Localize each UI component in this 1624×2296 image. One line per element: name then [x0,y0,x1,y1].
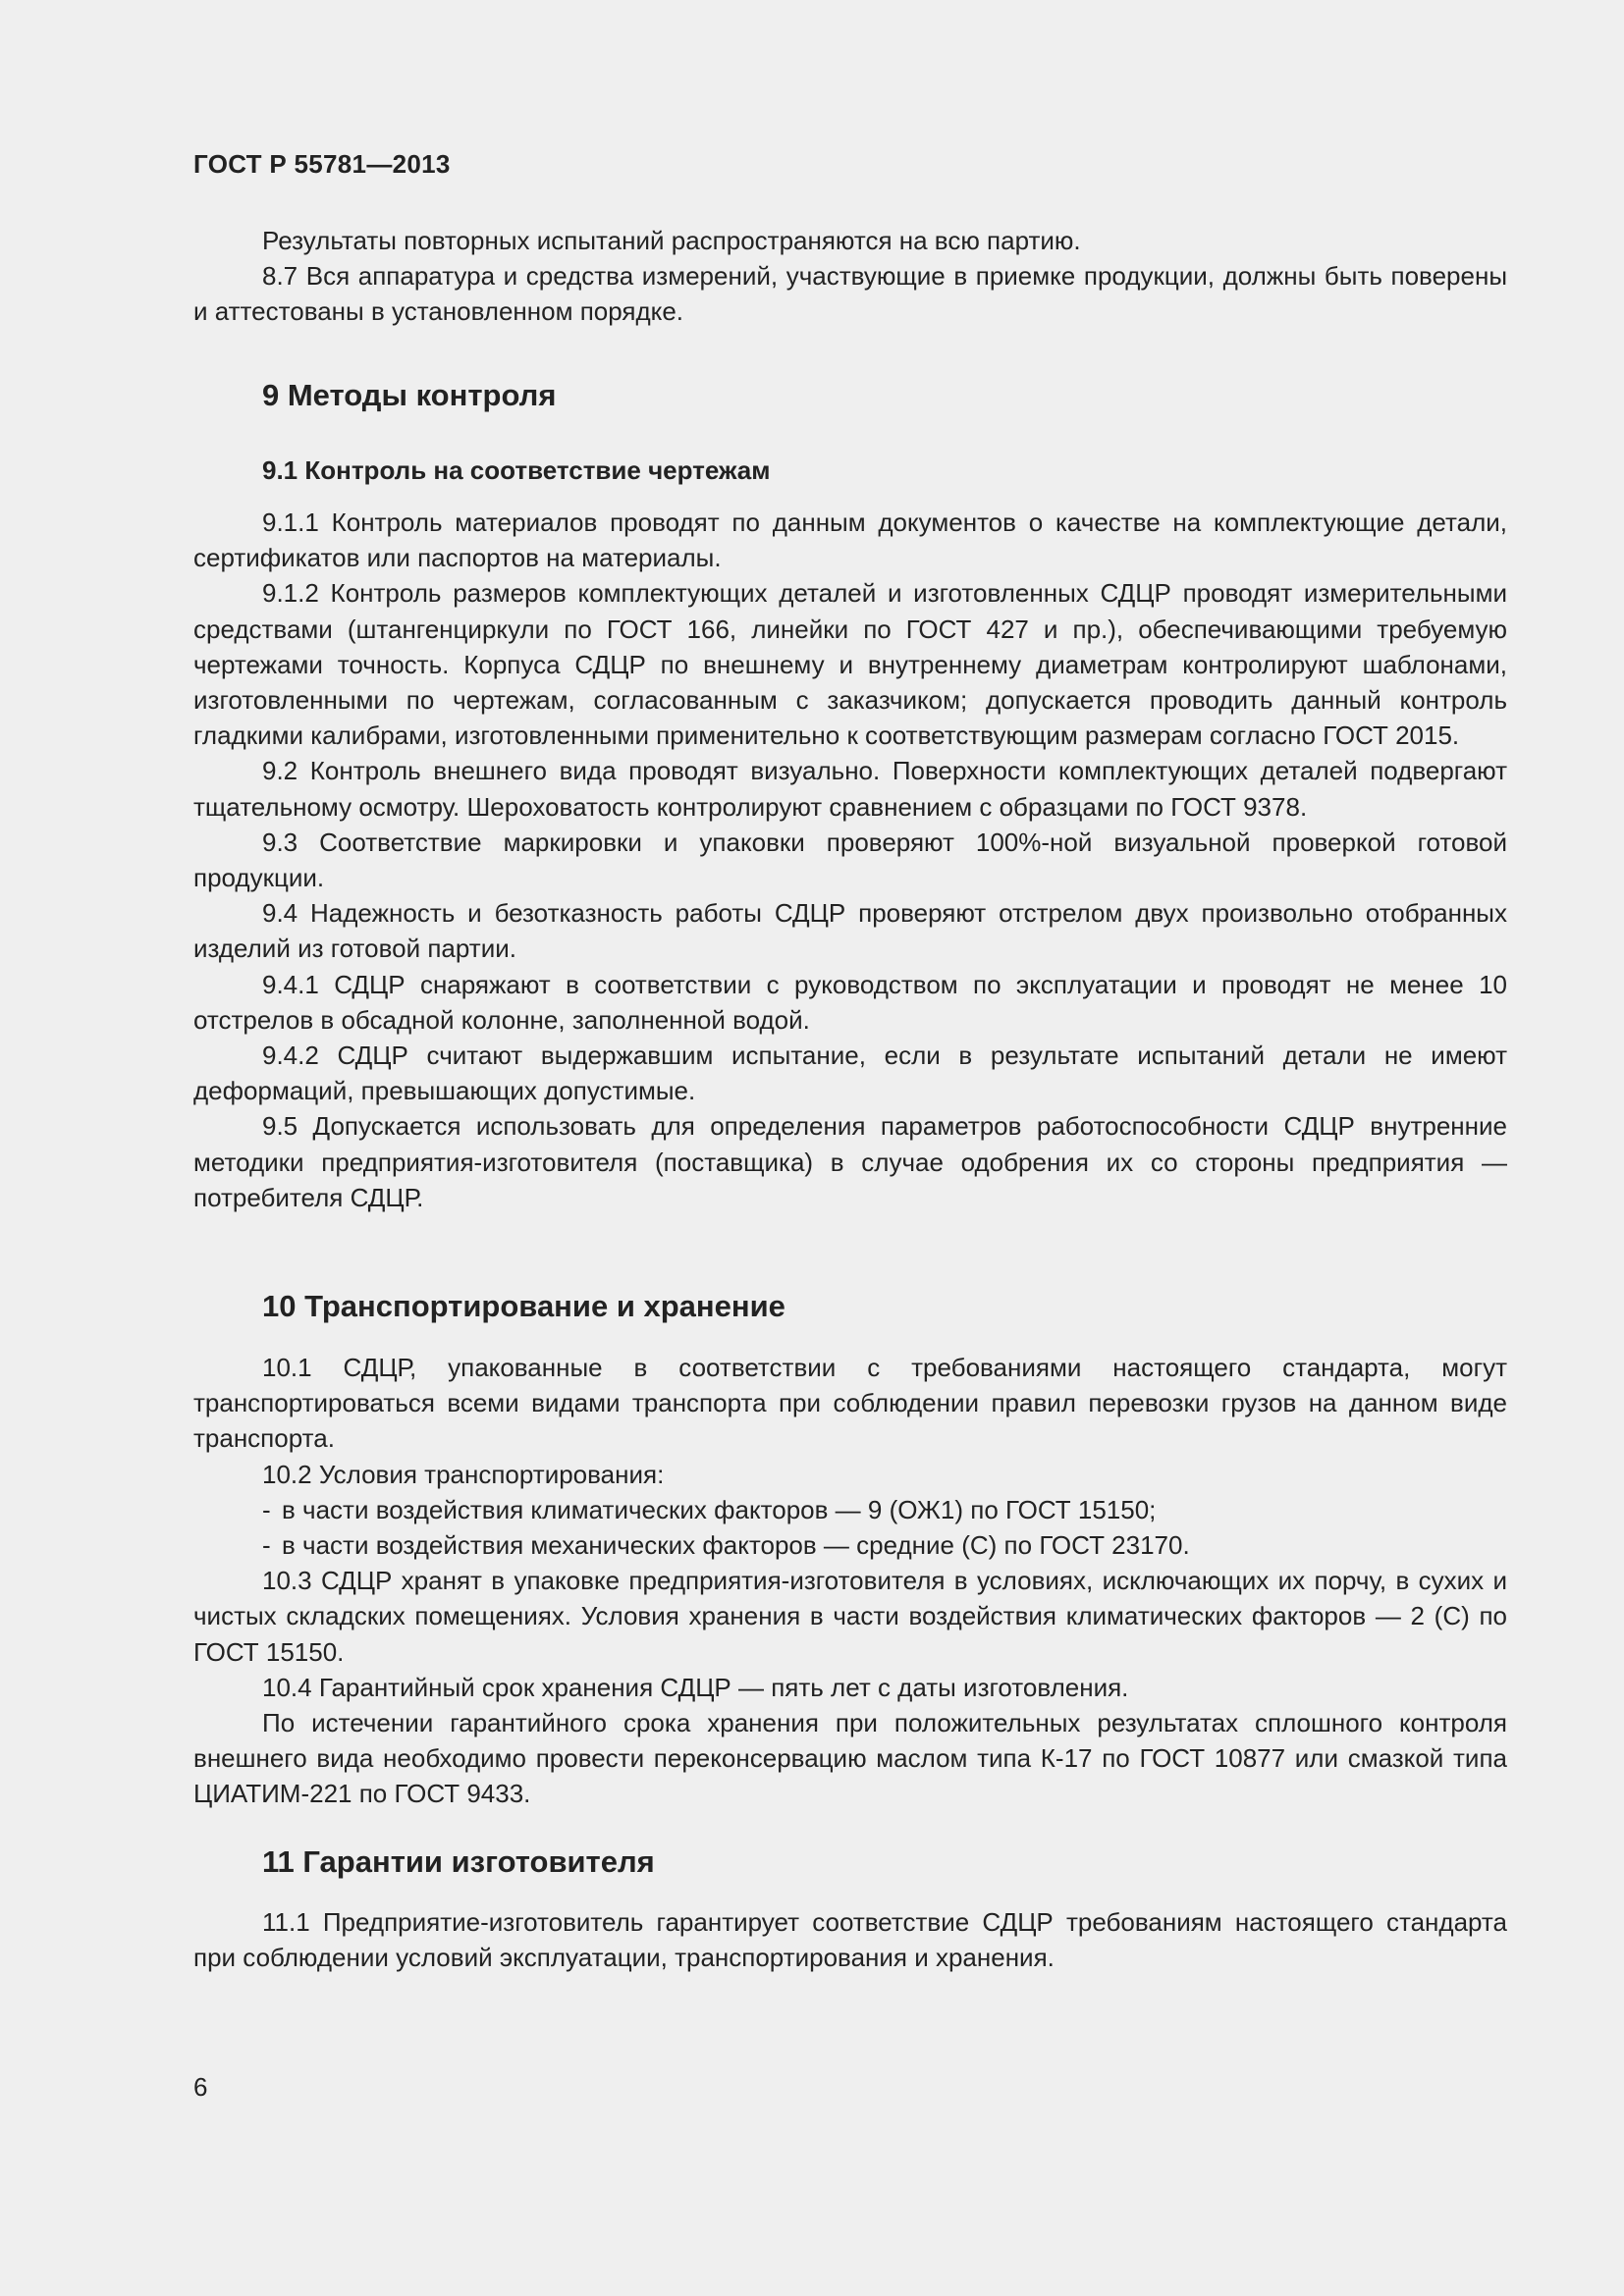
section-11-heading-block [193,1842,1507,1882]
section-10-heading-block [193,1287,1507,1326]
subsection-heading-9-1: 9.1 Контроль на соответствие чертежам [262,455,771,485]
paragraph-10-2: 10.2 Условия транспортирования: [262,1459,665,1489]
paragraph-repeat-tests: Результаты повторных испытаний распространяются на всю партию. [262,226,1081,255]
list-item-text: в части воздействия климатических факторов — 9 (ОЖ1) по ГОСТ 15150; [282,1494,1157,1524]
paragraph-9-1-1: 9.1.1 Контроль материалов проводят по данным документов о качестве на комплектующие детали, сертификатов или паспортов на материалы. [193,507,1507,573]
list-item [193,1527,1507,1563]
paragraph-11-1: 11.1 Предприятие-изготовитель гарантирует соответствие СДЦР требованиям настоящего стандарта при соблюдении условий эксплуатации, транспортирования и хранения. [193,1907,1507,1973]
paragraph-9-4-1: 9.4.1 СДЦР снаряжают в соответствии с руководством по эксплуатации и проводят не менее 10 отстрелов в обсадной колонне, заполненной водой. [193,969,1507,1035]
section-10-body [193,1350,1507,1812]
paragraph-9-4: 9.4 Надежность и безотказность работы СДЦР проверяют отстрелом двух произвольно отобранных изделий из готовой партии. [193,898,1507,964]
paragraph-10-4: 10.4 Гарантийный срок хранения СДЦР — пять лет с даты изготовления. [262,1672,1129,1702]
list-dash: - [262,1530,271,1561]
paragraph-10-4-continuation: По истечении гарантийного срока хранения при положительных результатах сплошного контроля внешнего вида необходимо провести переконсервацию маслом типа К-17 по ГОСТ 10877 или смазкой типа ЦИАТИМ-221 по ГОСТ 9433. [193,1708,1507,1809]
list-item [193,1492,1507,1527]
section-9-body [193,505,1507,1215]
paragraph-10-3: 10.3 СДЦР хранят в упаковке предприятия-изготовителя в условиях, исключающих их порчу, в сухих и чистых складских помещениях. Условия хранения в части воздействия климатических факторов — 2 (С) по ГОСТ 15150. [193,1566,1507,1667]
page-number: 6 [193,2072,208,2102]
section-8-continuation [193,223,1507,330]
subsection-9-1-heading-block [193,453,1507,488]
paragraph-9-2: 9.2 Контроль внешнего вида проводят визуально. Поверхности комплектующих деталей подвергают тщательному осмотру. Шероховатость контролируют сравнением с образцами по ГОСТ 9378. [193,756,1507,822]
list-item-text: в части воздействия механических факторов — средние (С) по ГОСТ 23170. [282,1530,1190,1561]
section-heading-9: 9 Методы контроля [262,378,557,412]
section-11-body [193,1904,1507,1975]
paragraph-9-5: 9.5 Допускается использовать для определения параметров работоспособности СДЦР внутренние методики предприятия-изготовителя (поставщика) в случае одобрения их со стороны предприятия — потребителя СДЦР. [193,1111,1507,1212]
document-code-header: ГОСТ Р 55781—2013 [193,149,451,179]
section-9-heading-block [193,376,1507,415]
paragraph-10-1: 10.1 СДЦР, упакованные в соответствии с требованиями настоящего стандарта, могут транспортироваться всеми видами транспорта при соблюдении правил перевозки грузов на данном виде транспорта. [193,1353,1507,1454]
list-dash: - [262,1494,271,1524]
paragraph-9-3: 9.3 Соответствие маркировки и упаковки проверяют 100%-ной визуальной проверкой готовой продукции. [193,827,1507,893]
section-heading-11: 11 Гарантии изготовителя [262,1844,655,1879]
paragraph-9-4-2: 9.4.2 СДЦР считают выдержавшим испытание, если в результате испытаний детали не имеют деформаций, превышающих допустимые. [193,1041,1507,1106]
section-heading-10: 10 Транспортирование и хранение [262,1289,785,1323]
paragraph-8-7: 8.7 Вся аппаратура и средства измерений, участвующие в приемке продукции, должны быть поверены и аттестованы в установленном порядке. [193,261,1507,327]
paragraph-9-1-2: 9.1.2 Контроль размеров комплектующих деталей и изготовленных СДЦР проводят измерительными средствами (штангенциркули по ГОСТ 166, линейки по ГОСТ 427 и пр.), обеспечивающими требуемую чертежами точность. Корпуса СДЦР по внешнему и внутреннему диаметрам контролируют шаблонами, изготовленными по чертежам, согласованным с заказчиком; допускается проводить данный контроль гладкими калибрами, изготовленными применительно к соответствующим размерам согласно ГОСТ 2015. [193,578,1507,751]
